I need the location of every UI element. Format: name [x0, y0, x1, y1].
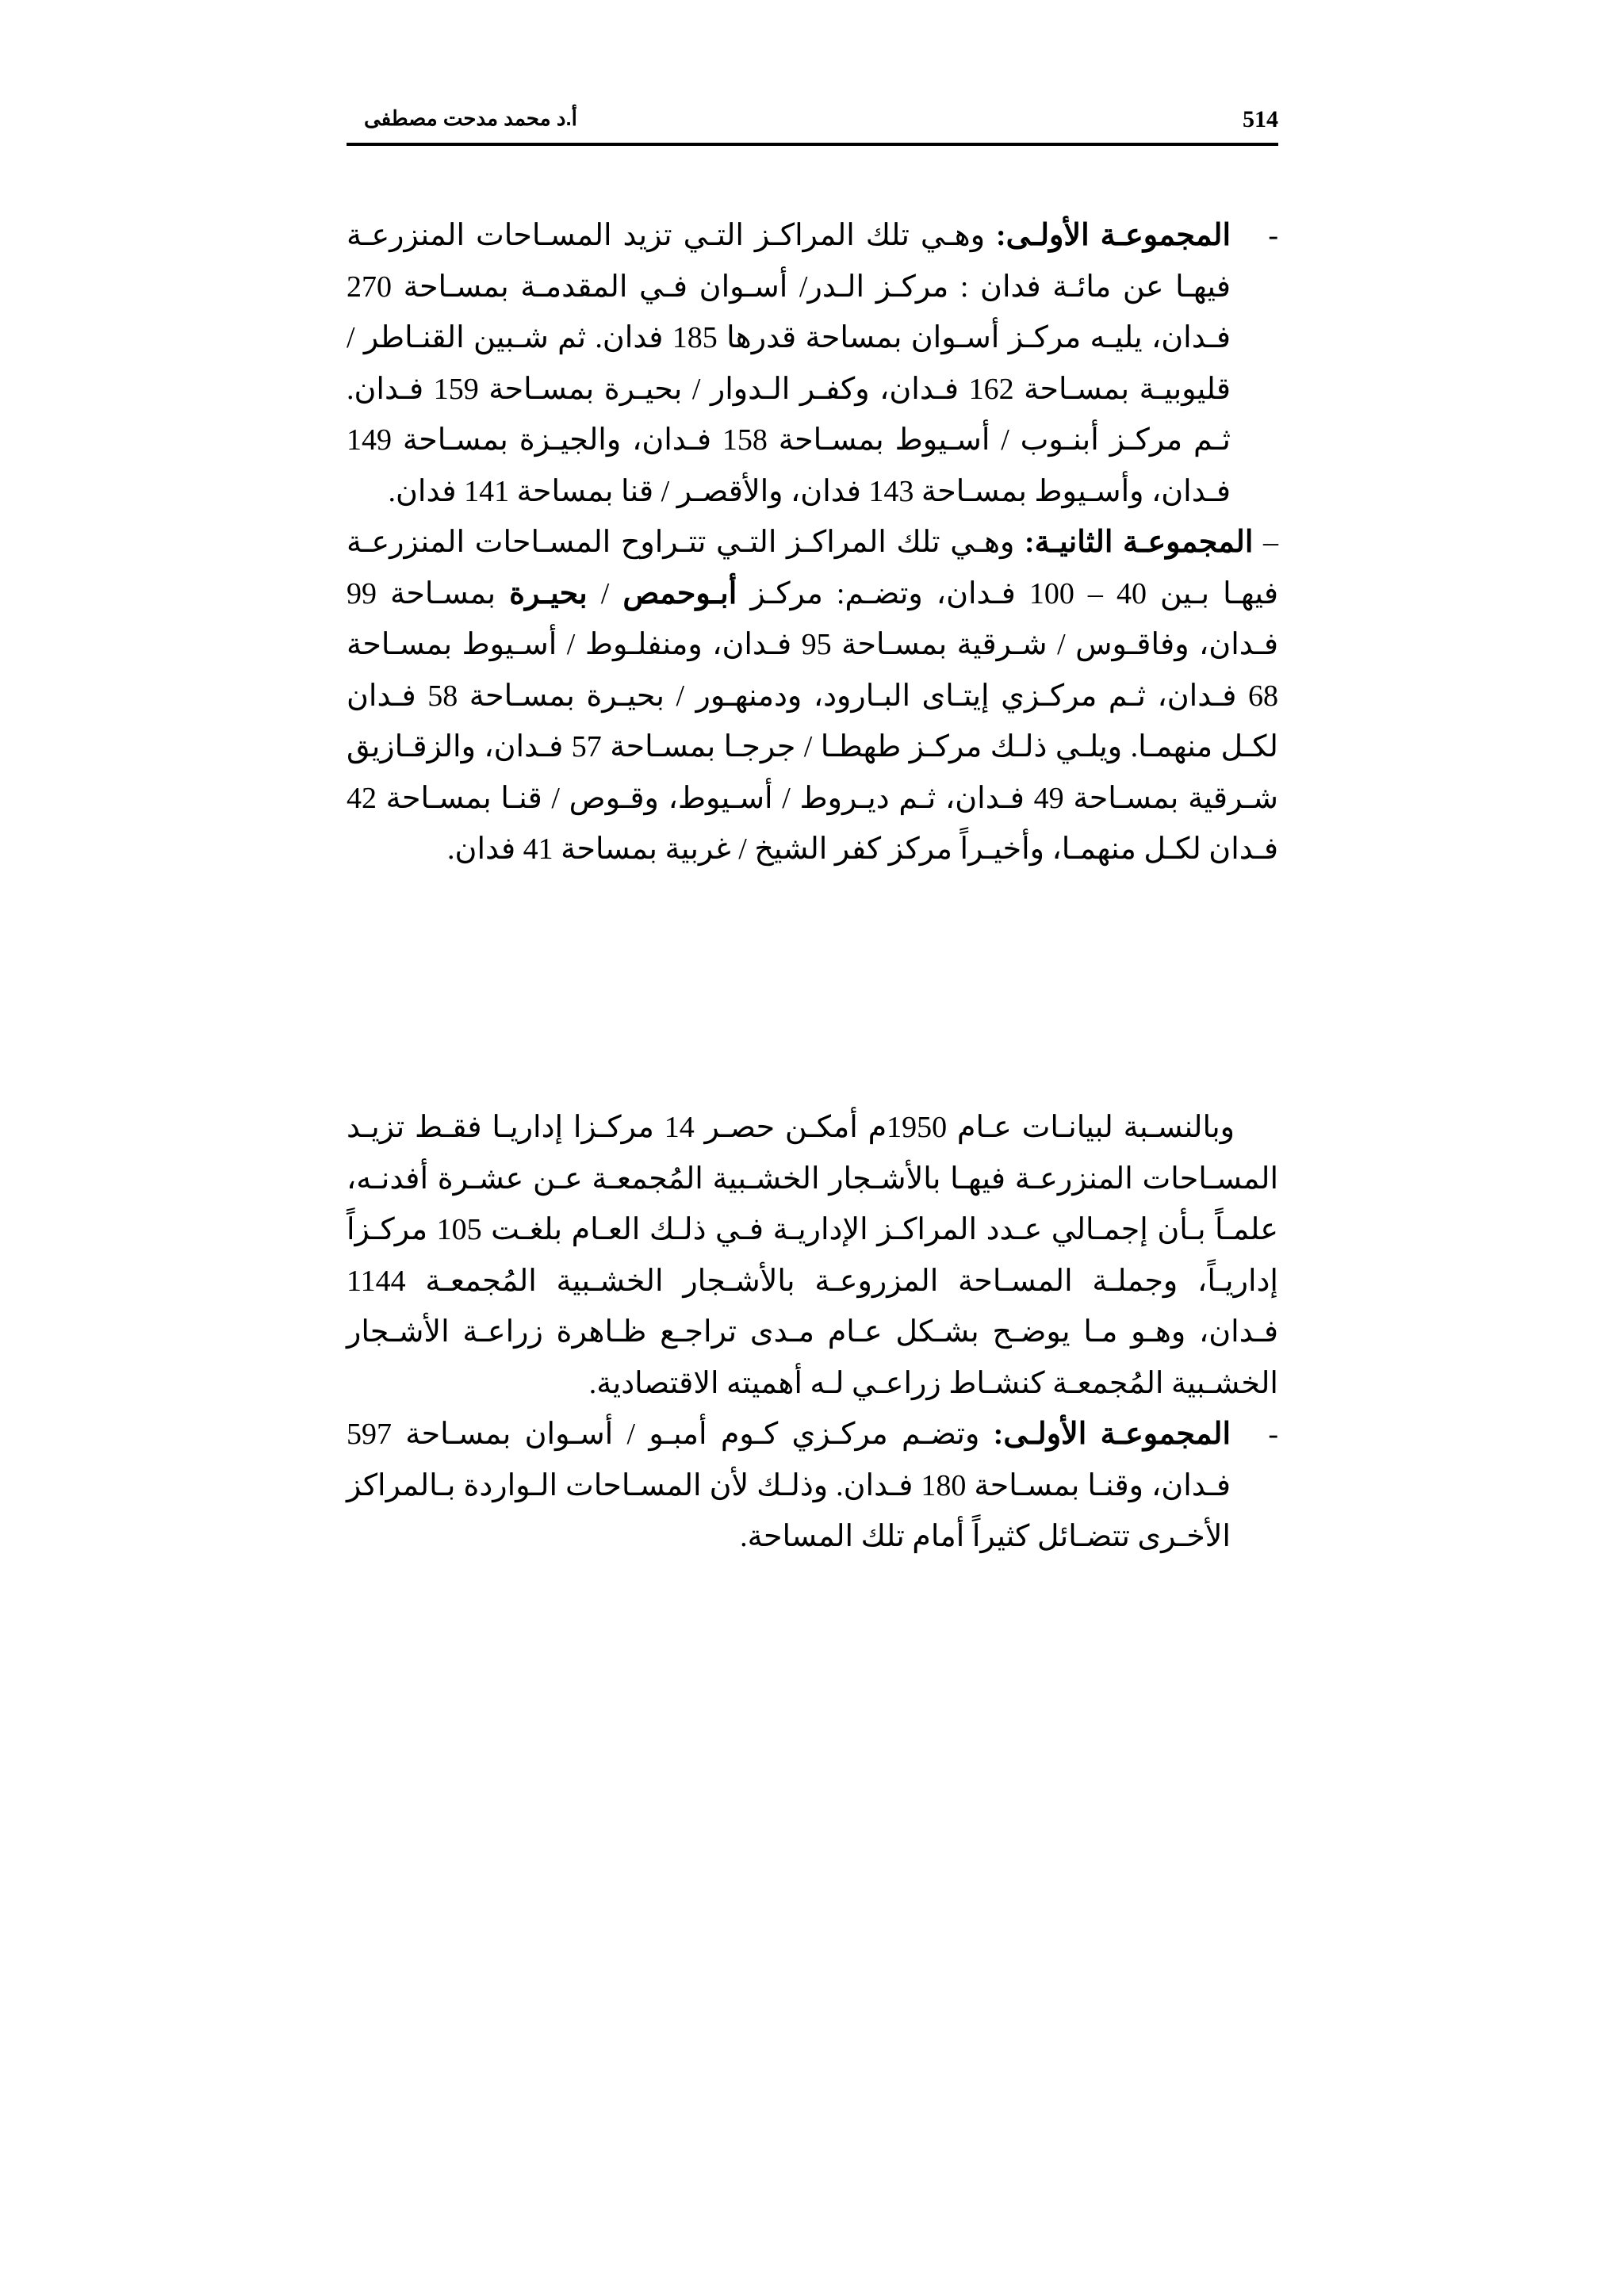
section-one: [347, 210, 1278, 875]
page-header: [347, 101, 1278, 141]
section-two: [347, 1102, 1278, 1563]
paragraph-1950-data: وبالنسـبة لبيانـات عـام 1950م أمكـن حصـر 14 مركـزا إداريـا فقـط تزيـد المسـاحات المنزرعـة فيهـا بالأشـجار الخشـبية المُجمعـة عـن عشـرة أفدنـه، علمـاً بـأن إجمـالي عـدد المراكـز الإداريـة فـي ذلـك العـام بلغـت 105 مركـزاً إداريـاً، وجملـة المسـاحة المزروعـة بالأشـجار الخشـبية المُجمعـة 1144 فـدان، وهـو مـا يوضـح بشـكل عـام مـدى تراجـع ظـاهرة زراعـة الأشـجار الخشـبية المُجمعـة كنشـاط زراعـي لـه أهميته الاقتصادية.: [347, 1111, 1278, 1400]
group-two-text-a: وهـي تلك المراكـز التـي تتـراوح المسـاحات المنزرعـة فيهـا بـين 40 – 100 فـدان، وتضـم: مركـز: [347, 526, 1278, 610]
group-two-text-c: بمسـاحة 99 فـدان، وفاقـوس / شـرقية بمسـاحة 95 فـدان، ومنفلـوط / أسـيوط بمسـاحة 68 فـدان، ثـم مركـزي إيتـاى البـارود، ودمنهـور / بحيـرة بمسـاحة 58 فـدان لكـل منهمـا. ويلـي ذلـك مركـز طهطـا / جرجـا بمسـاحة 57 فـدان، والزقـازيق شـرقية بمسـاحة 49 فـدان، ثـم ديـروط / أسـيوط، وقـوص / قنـا بمسـاحة 42 فـدان لكـل منهمـا، وأخيـراً مركز كفر الشيخ / غربية بمساحة 41 فدان.: [347, 576, 1279, 866]
group-one-title: المجموعـة الأولـى:: [996, 219, 1231, 252]
page-number: 514: [1243, 106, 1278, 132]
header-rule: [347, 143, 1278, 146]
group-two-title: المجموعـة الثانيـة:: [1025, 526, 1254, 559]
group-two-bold-governorate: بحيـرة: [509, 576, 588, 610]
group-one-item: [347, 210, 1278, 517]
group-two-bold-place: أبـوحمص: [622, 576, 737, 610]
group-one-text: وهـي تلك المراكـز التـي تزيد المسـاحات المنزرعـة فيهـا عن مائـة فدان : مركـز الـدر/ أسـوان فـي المقدمـة بمسـاحة 270 فـدان، يليـه مركـز أسـوان بمساحة قدرها 185 فدان. ثم شـبين القنـاطر / قليوبيـة بمسـاحة 162 فـدان، وكفـر الـدوار / بحيـرة بمسـاحة 159 فـدان. ثـم مركـز أبنـوب / أسـيوط بمسـاحة 158 فـدان، والجيـزة بمسـاحة 149 فـدان، وأسـيوط بمسـاحة 143 فدان، والأقصـر / قنا بمساحة 141 فدان.: [347, 219, 1231, 508]
list-dash: –: [1263, 526, 1279, 559]
group-two-text-b: /: [587, 576, 623, 610]
group-one-1950-title: المجموعـة الأولـى:: [993, 1418, 1231, 1451]
list-dash: -: [1268, 1418, 1278, 1451]
group-one-1950-text: وتضـم مركـزي كـوم أمبـو / أسـوان بمسـاحة 597 فـدان، وقنـا بمسـاحة 180 فـدان. وذلـك لأن المسـاحات الـواردة بـالمراكز الأخـرى تتضـائل كثيراً أمام تلك المساحة.: [347, 1418, 1231, 1553]
running-header-author: أ.د محمد مدحت مصطفى: [364, 106, 577, 130]
group-two-item: [347, 517, 1278, 875]
list-dash: -: [1268, 219, 1278, 252]
group-one-1950-item: [347, 1409, 1278, 1563]
